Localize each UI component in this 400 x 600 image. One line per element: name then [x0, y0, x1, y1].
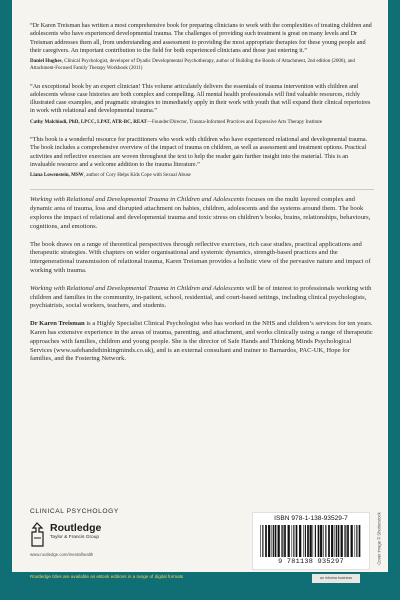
cover-credit-text: Cover image © Shutterstock [376, 512, 382, 565]
barcode-bar [344, 525, 345, 557]
barcode-bar [260, 525, 261, 557]
paragraph-text: focuses on the multi layered complex and dynamic area of trauma, loss and disrupted attachment on babies, children, adolescents and the systems around them. The book explores the impact of relational and developmental trauma and toxic stress on children’s books, brains, relationships, behaviours, cognitions, and emotions. [30, 196, 371, 230]
barcode-bar [265, 525, 267, 557]
description [30, 196, 374, 364]
endorsement-quote: “This book is a wonderful resource for practitioners who work with children who have experienced relational and developmental trauma. The book includes a comprehensive overview of the impact of trauma on children, as well as assessment and treatment options. Practical activities and reflective exercises are woven throughout the text to help the reader gain further insight into the material. This is an invaluable resource and a welcome addition to the trauma literature.” [30, 136, 368, 168]
book-title-italic: Working with Relational and Developmental Trauma in Children and Adolescents [30, 284, 245, 292]
barcode-bar [351, 525, 353, 557]
publisher-logo [30, 522, 180, 562]
barcode-bar [335, 525, 336, 557]
barcode-bar [355, 525, 356, 557]
barcode-bar [341, 525, 343, 557]
paragraph-text: is a Highly Specialist Clinical Psychologist who has worked in the NHS and children’s services for ten years. Karen has extensive experience in the areas of trauma, parenting, and attachment, and works clinically using a range of therapeutic approaches with families, children and young people. She is the director of Safe Hands and Thinking Minds Psychological Services (www.safehandsthinkingminds.co.uk), and is an external consultant and trainer to Barnardos, PAC-UK, Hope for families, and the Fostering Network. [30, 320, 373, 363]
endorser-title: —Founder/Director, Trauma-Informed Practices and Expressive Arts Therapy Institute [146, 118, 323, 125]
barcode-bar [318, 525, 320, 557]
footer-strip [0, 572, 400, 600]
barcode-bar [278, 525, 280, 557]
barcode-bar [310, 525, 312, 557]
cover-credit [373, 512, 383, 568]
endorser-title: , Clinical Psychologist, developer of Dyadic Developmental Psychotherapy, author of Building the Bonds of Attachment, 2nd edition (2006), and Attachment-Focused Family Therapy Workbook (2011) [30, 58, 355, 72]
description-paragraph-2: The book draws on a range of theoretical perspectives through reflective exercises, rich case studies, practical applications and therapeutic strategies. With chapters on wider organisational and systemic dynamics, strength-based practices and the intergenerational transmission of relational trauma, Karen Treisman provides a holistic view of the pervasive nature and impact of working with trauma. [30, 240, 371, 274]
barcode-bar [338, 525, 340, 557]
description-paragraph-1 [30, 196, 374, 231]
barcode-bar [359, 525, 361, 557]
endorsement-3 [30, 136, 374, 179]
barcode-bar [284, 525, 286, 557]
endorsement-quote: “Dr Karen Treisman has written a most comprehensive book for preparing clinicians to work with the complexities of treating children and adolescents who have experienced developmental trauma. The challenges of providing such treatment is great on many levels and Dr Treisman addresses them all, from understanding and assessment to providing the most appropriate therapies for these young people and their caregivers. An important contribution to the field for both experienced clinicians and those just entering it.” [30, 23, 372, 54]
endorsement-attribution [30, 119, 374, 126]
content-column [30, 22, 374, 373]
barcode-bar [325, 525, 326, 557]
barcode-bar [320, 525, 322, 557]
routledge-logo-icon [30, 522, 45, 547]
isbn-barcode [252, 512, 370, 570]
barcode-bar [356, 525, 357, 557]
endorser-name: Daniel Hughes [30, 58, 62, 65]
barcode-bar [305, 525, 306, 557]
isbn-label: ISBN 978-1-138-93529-7 [274, 515, 348, 522]
barcode-bar [345, 525, 346, 557]
barcode-bar [331, 525, 333, 557]
informa-badge: an informa business [312, 574, 360, 583]
book-title-italic: Working with Relational and Developmental Trauma in Children and Adolescents [30, 196, 245, 204]
barcode-bar [292, 525, 293, 557]
divider [30, 189, 374, 190]
publisher-name: Routledge [50, 522, 102, 534]
publisher-url[interactable]: www.routledge.com/mentalhealth [30, 552, 94, 557]
endorser-name: Liana Lowenstein, MSW [30, 172, 84, 179]
barcode-bar [303, 525, 304, 557]
author-bio [30, 320, 374, 364]
barcode-bar [262, 525, 263, 557]
author-name: Dr Karen Treisman [30, 320, 85, 328]
barcode-bar [323, 525, 324, 557]
barcode-bar [299, 525, 301, 557]
endorser-title: , author of Cory Helps Kids Cope with Sexual Abuse [83, 172, 191, 179]
endorser-name: Cathy Malchiodi, PhD, LPCC, LPAT, ATR-BC, REAT [30, 118, 147, 125]
text-panel [12, 0, 388, 572]
endorsement-attribution [30, 172, 374, 179]
barcode-bar [273, 525, 274, 557]
publisher-text [50, 523, 101, 541]
barcode-bar [336, 525, 337, 557]
barcode-bar [272, 525, 273, 557]
barcode-bar [293, 525, 294, 557]
barcode-bar [315, 525, 316, 557]
barcode-bar [282, 525, 283, 557]
barcode-bar [296, 525, 298, 557]
publisher-subtitle: Taylor & Francis Group [50, 535, 100, 540]
barcode-bar [328, 525, 330, 557]
endorsement-2 [30, 83, 374, 126]
barcode-bar [347, 525, 349, 557]
barcode-bar [275, 525, 277, 557]
barcode-bar [281, 525, 282, 557]
endorsement-quote: “An exceptional book by an expert clinician! This volume articulately delivers the essentials of trauma intervention with children and adolescents whose case histories are both complex and compelling. All mental health professionals will find valuable resources, richly illustrated case examples, and pragmatic strategies to immediately apply in their work with youth that will expand their clinical repertoires in work with relational and developmental trauma.” [30, 83, 371, 115]
barcode-bar [313, 525, 314, 557]
ebook-note: Routledge titles are available as eBook editions in a range of digital formats [30, 574, 184, 579]
paragraph-text: will be of interest to professionals working with children and families in the community, in-patient, school, residential, and court-based settings, including clinical psychologists, psychiatrists, social workers, teachers, and students. [30, 284, 372, 310]
description-paragraph-3 [30, 285, 374, 311]
endorsement-attribution [30, 58, 374, 72]
barcode-digits: 9 781138 935297 [278, 558, 344, 566]
endorsement-1 [30, 22, 374, 73]
barcode-bar [268, 525, 270, 557]
barcode-bar [288, 525, 290, 557]
barcode-bars [259, 525, 363, 557]
barcode-bar [307, 525, 309, 557]
subject-category: CLINICAL PSYCHOLOGY [30, 508, 119, 515]
